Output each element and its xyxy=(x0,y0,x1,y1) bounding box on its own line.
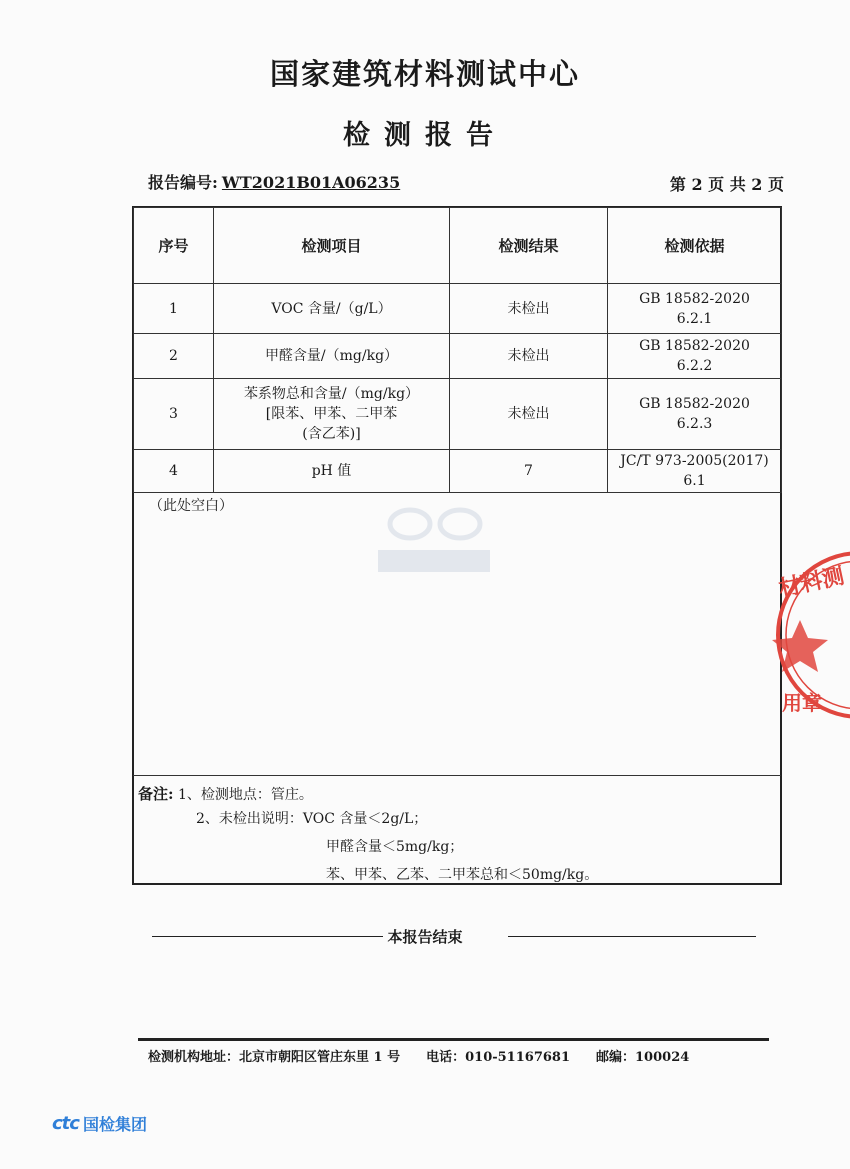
row-no: 1 xyxy=(134,284,214,334)
row-item-line: pH 值 xyxy=(311,463,352,479)
seal-text-top: 材料测 xyxy=(776,562,847,603)
row-result: 未检出 xyxy=(450,379,608,450)
table-row xyxy=(134,284,782,334)
company-name: 国检集团 xyxy=(82,1115,147,1134)
end-of-report-text: 本报告结束 xyxy=(383,928,466,946)
row-basis-line: GB 18582-2020 xyxy=(639,290,750,307)
row-no: 2 xyxy=(134,334,214,379)
notes-line-4: 苯、甲苯、乙苯、二甲苯总和＜50mg/kg。 xyxy=(326,867,599,883)
table-row xyxy=(134,379,782,450)
row-no: 3 xyxy=(134,379,214,450)
row-basis-line: GB 18582-2020 xyxy=(639,396,750,412)
row-basis-line: 6.2.3 xyxy=(676,416,713,432)
row-result: 未检出 xyxy=(450,334,608,379)
report-number-value: WT2021B01A06235 xyxy=(221,173,401,192)
watermark-ring xyxy=(440,510,480,538)
notes-divider xyxy=(133,775,781,776)
row-basis-line: JC/T 973-2005(2017) xyxy=(620,453,769,469)
report-number-label: 报告编号: xyxy=(148,173,218,192)
org-title: 国家建筑材料测试中心 xyxy=(269,57,580,91)
watermark-ring xyxy=(390,510,430,538)
table-row xyxy=(134,334,782,379)
row-item xyxy=(214,284,450,334)
report-number xyxy=(148,170,400,193)
row-basis xyxy=(608,284,782,334)
row-basis-line: 6.2.2 xyxy=(676,358,713,374)
footer-postcode: 邮编：100024 xyxy=(596,1050,690,1065)
row-item-line: 苯系物总和含量/（mg/kg） xyxy=(243,386,420,402)
row-item xyxy=(214,334,450,379)
header-basis: 检测依据 xyxy=(608,208,782,284)
footer xyxy=(148,1046,689,1065)
header-item: 检测项目 xyxy=(214,208,450,284)
test-results-table xyxy=(133,207,782,493)
notes-line-3: 甲醛含量＜5mg/kg； xyxy=(326,839,464,855)
seal-text-bottom: 用章 xyxy=(782,691,822,715)
end-of-report xyxy=(0,926,850,947)
row-basis xyxy=(608,450,782,493)
row-item-line: (含乙苯)] xyxy=(302,426,361,442)
row-no: 4 xyxy=(134,450,214,493)
row-result: 7 xyxy=(450,450,608,493)
footer-address: 检测机构地址：北京市朝阳区管庄东里 1 号 xyxy=(148,1050,401,1065)
row-item xyxy=(214,379,450,450)
official-seal-stamp xyxy=(770,540,850,740)
row-item xyxy=(214,450,450,493)
company-logo xyxy=(52,1112,147,1135)
footer-phone: 电话：010-51167681 xyxy=(426,1050,571,1065)
seal-star-icon xyxy=(772,620,828,672)
page-indicator: 第 2 页 共 2 页 xyxy=(669,175,784,194)
row-basis xyxy=(608,334,782,379)
header-no: 序号 xyxy=(134,208,214,284)
notes-line-2: 2、未检出说明：VOC 含量＜2g/L； xyxy=(196,811,428,827)
watermark-bar xyxy=(378,550,490,572)
row-basis-line: 6.1 xyxy=(683,473,706,489)
row-result: 未检出 xyxy=(450,284,608,334)
table-row xyxy=(134,450,782,493)
row-item-line: VOC 含量/（g/L） xyxy=(271,300,392,317)
row-basis xyxy=(608,379,782,450)
row-item-line: [限苯、甲苯、二甲苯 xyxy=(265,406,398,422)
footer-rule xyxy=(138,1038,769,1041)
report-title: 检测报告 xyxy=(343,120,507,151)
table-header-row xyxy=(134,208,782,284)
row-basis-line: GB 18582-2020 xyxy=(639,338,750,354)
watermark-logo xyxy=(370,502,500,582)
row-item-line: 甲醛含量/（mg/kg） xyxy=(264,348,399,364)
notes-text: 1、检测地点：管庄。 xyxy=(178,787,313,803)
notes-label: 备注: xyxy=(138,785,174,803)
ctc-logo-icon: ctc xyxy=(52,1113,79,1134)
row-basis-line: 6.2.1 xyxy=(676,310,713,327)
header-result: 检测结果 xyxy=(450,208,608,284)
blank-note: （此处空白） xyxy=(149,498,233,514)
notes-line-1 xyxy=(138,779,313,810)
